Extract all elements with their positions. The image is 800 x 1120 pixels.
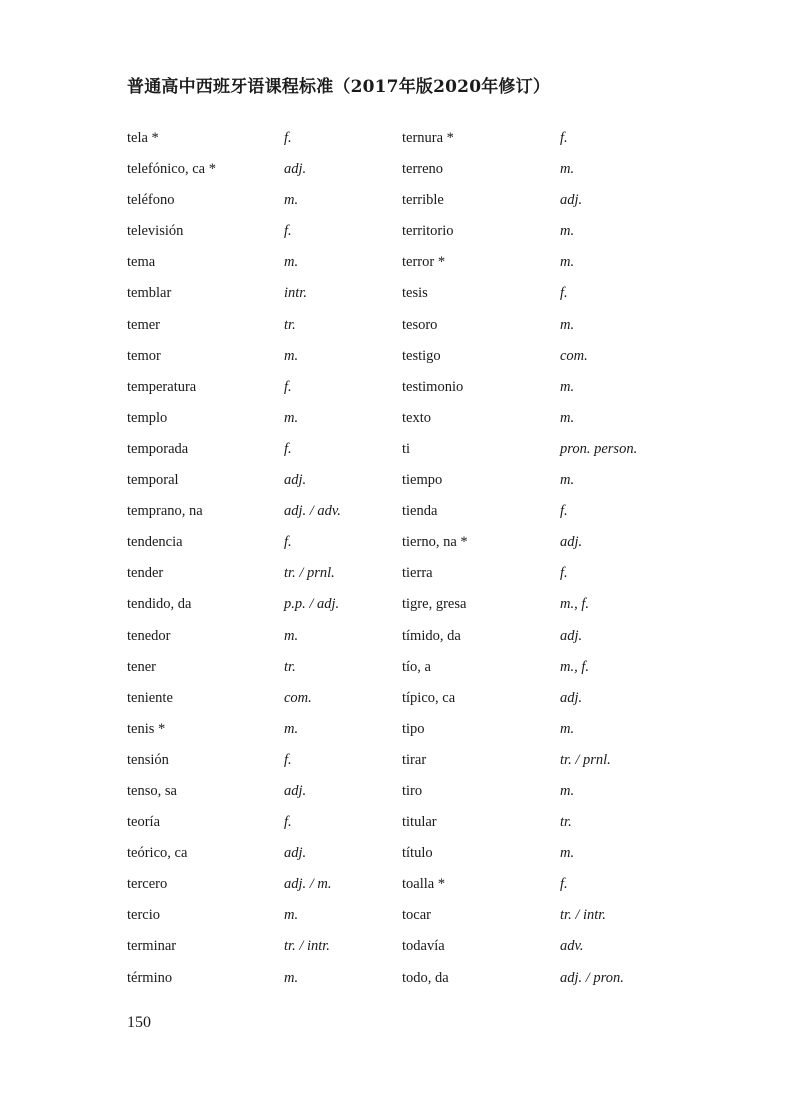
vocabulary-table	[0, 126, 800, 997]
right-part-of-speech: f.	[560, 565, 568, 582]
left-part-of-speech: com.	[284, 689, 312, 706]
right-word: territorio	[402, 223, 454, 240]
right-word: todo, da	[402, 969, 449, 986]
right-word: tocar	[402, 907, 431, 924]
left-word: temporal	[127, 472, 179, 489]
right-word: tierra	[402, 565, 433, 582]
right-word: tierno, na *	[402, 534, 468, 551]
left-part-of-speech: adj.	[284, 782, 307, 799]
right-word: testimonio	[402, 378, 464, 395]
vocabulary-row	[0, 530, 800, 561]
left-part-of-speech: tr.	[284, 316, 296, 333]
left-part-of-speech: tr. / prnl.	[284, 565, 335, 582]
vocabulary-row	[0, 903, 800, 934]
right-word: tiro	[402, 782, 423, 799]
right-word: tesoro	[402, 316, 438, 333]
left-word: tender	[127, 565, 164, 582]
right-part-of-speech: m.	[560, 720, 575, 737]
vocabulary-row	[0, 437, 800, 468]
left-word: telefónico, ca *	[127, 161, 216, 178]
right-part-of-speech: m., f.	[560, 658, 589, 675]
right-word: tirar	[402, 751, 427, 768]
right-word: todavía	[402, 938, 445, 955]
left-part-of-speech: m.	[284, 347, 299, 364]
left-part-of-speech: adj. / m.	[284, 876, 332, 893]
left-word: tendencia	[127, 534, 183, 551]
vocabulary-row	[0, 468, 800, 499]
right-word: tienda	[402, 503, 438, 520]
left-word: tercero	[127, 876, 168, 893]
vocabulary-row	[0, 344, 800, 375]
right-part-of-speech: m.	[560, 161, 575, 178]
left-part-of-speech: f.	[284, 814, 292, 831]
right-word: texto	[402, 409, 431, 426]
vocabulary-row	[0, 157, 800, 188]
right-part-of-speech: m., f.	[560, 596, 589, 613]
left-part-of-speech: m.	[284, 969, 299, 986]
left-word: temporada	[127, 440, 189, 457]
vocabulary-row	[0, 281, 800, 312]
right-part-of-speech: pron. person.	[560, 440, 638, 457]
right-part-of-speech: adv.	[560, 938, 584, 955]
vocabulary-row	[0, 592, 800, 623]
right-word: titular	[402, 814, 437, 831]
right-part-of-speech: m.	[560, 845, 575, 862]
vocabulary-row	[0, 313, 800, 344]
right-word: tiempo	[402, 472, 443, 489]
left-part-of-speech: adj.	[284, 472, 307, 489]
right-part-of-speech: f.	[560, 876, 568, 893]
left-word: término	[127, 969, 173, 986]
left-part-of-speech: adj. / adv.	[284, 503, 341, 520]
right-word: testigo	[402, 347, 441, 364]
right-part-of-speech: m.	[560, 254, 575, 271]
left-word: tendido, da	[127, 596, 192, 613]
right-part-of-speech: tr. / intr.	[560, 907, 606, 924]
left-part-of-speech: adj.	[284, 161, 307, 178]
right-word: típico, ca	[402, 689, 456, 706]
vocabulary-row	[0, 126, 800, 157]
left-word: tela *	[127, 130, 159, 146]
vocabulary-row	[0, 375, 800, 406]
right-part-of-speech: adj.	[560, 192, 583, 209]
vocabulary-row	[0, 219, 800, 250]
left-word: teniente	[127, 689, 173, 706]
left-part-of-speech: tr. / intr.	[284, 938, 330, 955]
right-part-of-speech: tr. / prnl.	[560, 751, 611, 768]
right-part-of-speech: adj.	[560, 627, 583, 644]
left-word: tensión	[127, 751, 169, 768]
right-part-of-speech: tr.	[560, 814, 572, 831]
right-word: terror *	[402, 254, 446, 271]
vocabulary-row	[0, 624, 800, 655]
left-word: teoría	[127, 814, 161, 831]
left-word: templo	[127, 409, 168, 426]
page-number: 150	[127, 1014, 151, 1031]
vocabulary-row	[0, 934, 800, 965]
vocabulary-row	[0, 872, 800, 903]
left-word: tenso, sa	[127, 782, 177, 799]
right-word: ti	[402, 440, 411, 457]
left-word: teléfono	[127, 192, 175, 209]
vocabulary-row	[0, 966, 800, 997]
right-part-of-speech: m.	[560, 782, 575, 799]
left-word: terminar	[127, 938, 177, 955]
left-part-of-speech: m.	[284, 409, 299, 426]
left-word: temperatura	[127, 378, 197, 395]
left-word: temprano, na	[127, 503, 203, 520]
right-part-of-speech: m.	[560, 223, 575, 240]
right-word: tesis	[402, 285, 428, 302]
vocabulary-row	[0, 188, 800, 219]
right-part-of-speech: adj. / pron.	[560, 969, 624, 986]
right-word: toalla *	[402, 876, 446, 893]
vocabulary-row	[0, 655, 800, 686]
right-part-of-speech: m.	[560, 409, 575, 426]
left-part-of-speech: tr.	[284, 658, 296, 675]
right-part-of-speech: f.	[560, 503, 568, 520]
left-part-of-speech: m.	[284, 720, 299, 737]
left-word: televisión	[127, 223, 184, 240]
right-word: ternura *	[402, 130, 454, 146]
page-header-title: 普通高中西班牙语课程标准（2017年版2020年修订）	[127, 77, 551, 97]
left-word: temer	[127, 316, 161, 333]
left-part-of-speech: f.	[284, 130, 292, 146]
left-word: tenedor	[127, 627, 171, 644]
left-part-of-speech: f.	[284, 440, 292, 457]
left-part-of-speech: m.	[284, 192, 299, 209]
vocabulary-row	[0, 748, 800, 779]
right-part-of-speech: f.	[560, 285, 568, 302]
left-word: tema	[127, 254, 156, 271]
left-word: teórico, ca	[127, 845, 188, 862]
vocabulary-row	[0, 250, 800, 281]
vocabulary-row	[0, 779, 800, 810]
left-word: tenis *	[127, 720, 166, 737]
left-word: temor	[127, 347, 161, 364]
right-part-of-speech: m.	[560, 378, 575, 395]
right-part-of-speech: m.	[560, 472, 575, 489]
right-part-of-speech: m.	[560, 316, 575, 333]
left-part-of-speech: f.	[284, 378, 292, 395]
vocabulary-row	[0, 499, 800, 530]
right-part-of-speech: adj.	[560, 534, 583, 551]
vocabulary-row	[0, 561, 800, 592]
right-part-of-speech: adj.	[560, 689, 583, 706]
right-word: título	[402, 845, 433, 862]
vocabulary-row	[0, 686, 800, 717]
left-part-of-speech: m.	[284, 627, 299, 644]
vocabulary-row	[0, 717, 800, 748]
left-part-of-speech: intr.	[284, 285, 307, 302]
left-part-of-speech: f.	[284, 534, 292, 551]
right-word: terreno	[402, 161, 444, 178]
right-word: terrible	[402, 192, 444, 209]
vocabulary-row	[0, 406, 800, 437]
left-word: tercio	[127, 907, 161, 924]
left-word: temblar	[127, 285, 172, 302]
right-part-of-speech: f.	[560, 130, 568, 146]
left-part-of-speech: p.p. / adj.	[284, 596, 340, 613]
right-word: tío, a	[402, 658, 431, 675]
left-part-of-speech: f.	[284, 223, 292, 240]
left-part-of-speech: adj.	[284, 845, 307, 862]
left-word: tener	[127, 658, 156, 675]
right-word: tímido, da	[402, 627, 461, 644]
left-part-of-speech: m.	[284, 907, 299, 924]
right-word: tigre, gresa	[402, 596, 467, 613]
left-part-of-speech: f.	[284, 751, 292, 768]
vocabulary-row	[0, 841, 800, 872]
right-part-of-speech: com.	[560, 347, 588, 364]
left-part-of-speech: m.	[284, 254, 299, 271]
right-word: tipo	[402, 720, 425, 737]
vocabulary-row	[0, 810, 800, 841]
